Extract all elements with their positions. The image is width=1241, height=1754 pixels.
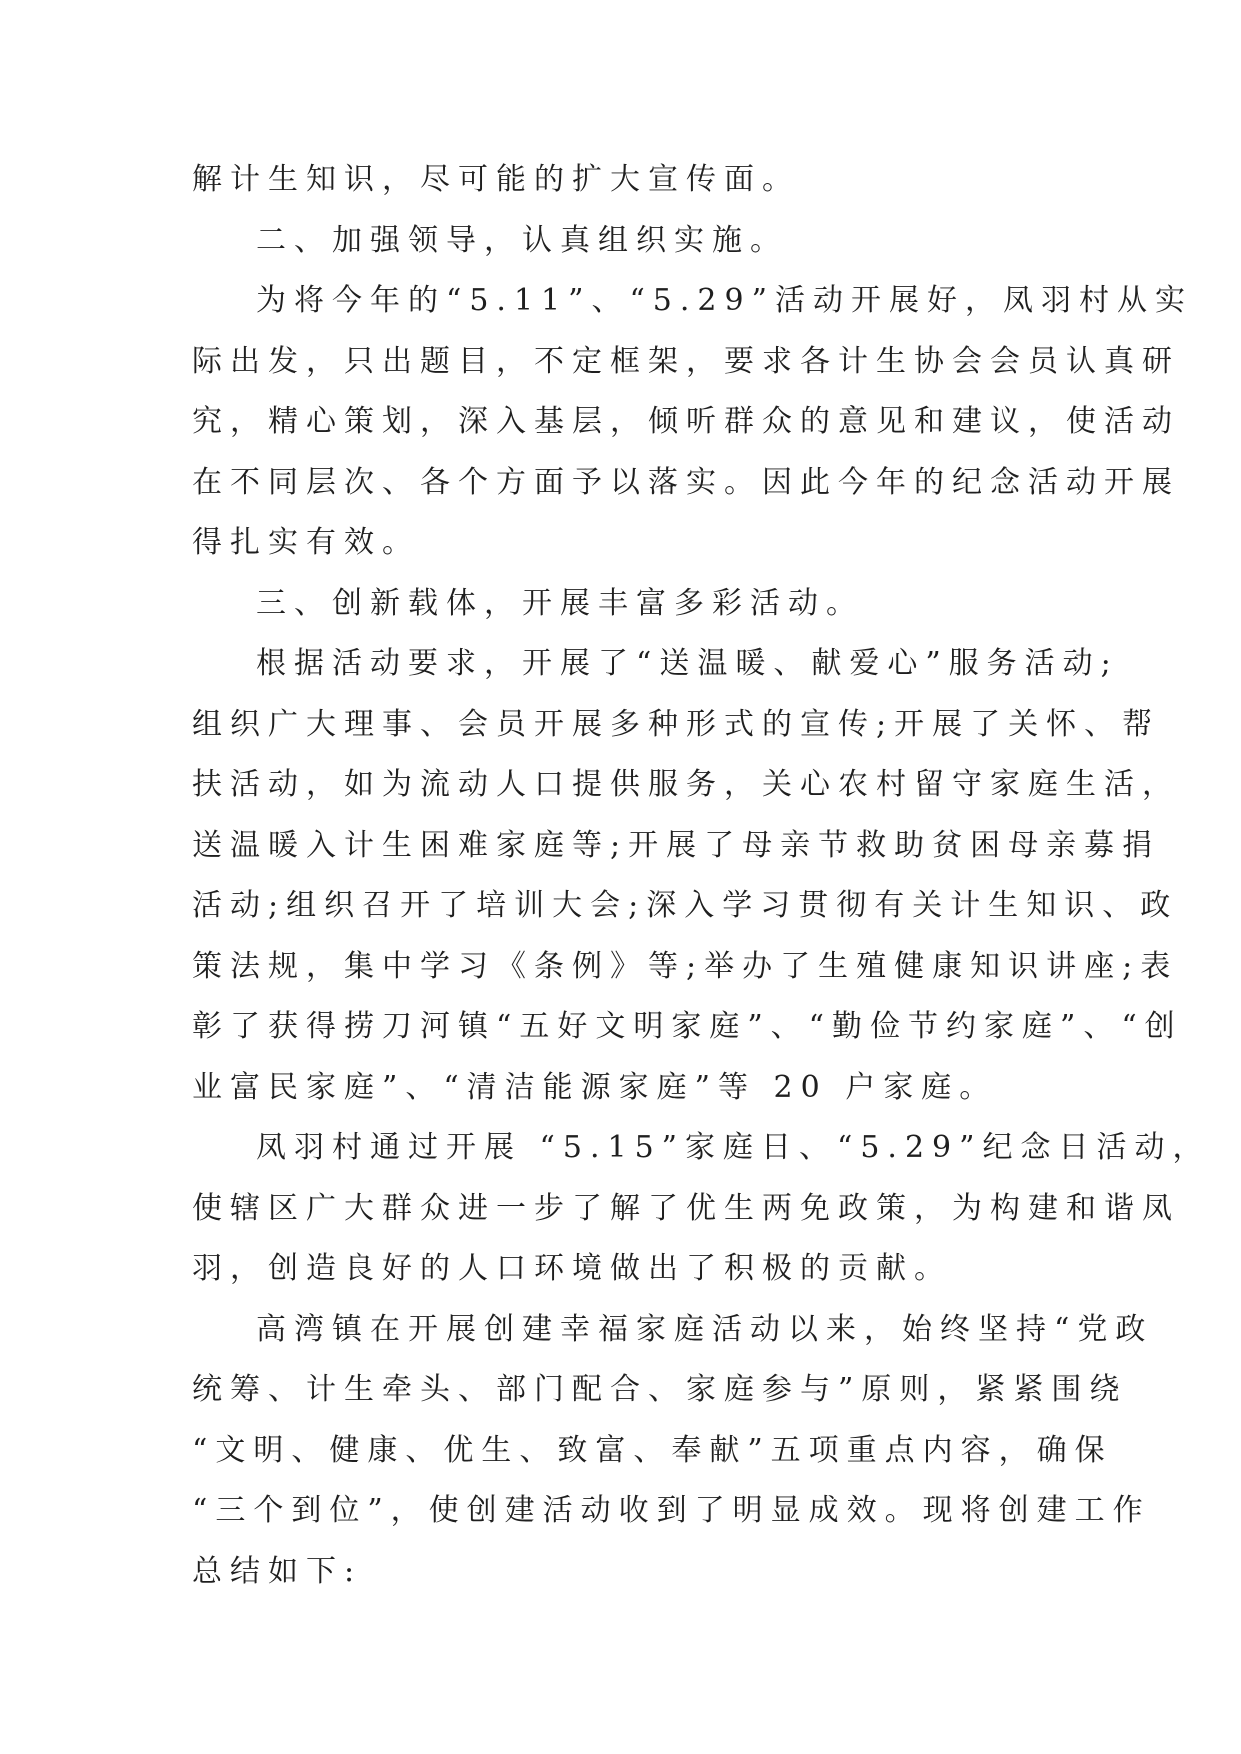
text-line: 根据活动要求，开展了“送温暖、献爱心”服务活动;	[256, 646, 1119, 681]
text-line: 际出发，只出题目，不定框架，要求各计生协会会员认真研	[192, 343, 1180, 379]
text-line: 得扎实有效。	[192, 525, 420, 560]
text-line: 总结如下:	[192, 1553, 363, 1589]
text-line: 策法规，集中学习《条例》等;举办了生殖健康知识讲座;表	[192, 948, 1179, 984]
text-line: 统筹、计生牵头、部门配合、家庭参与”原则，紧紧围绕	[192, 1372, 1128, 1407]
text-line: 在不同层次、各个方面予以落实。因此今年的纪念活动开展	[192, 464, 1180, 500]
text-line: 三、创新载体，开展丰富多彩活动。	[256, 585, 864, 621]
text-line: “文明、健康、优生、致富、奉献”五项重点内容，确保	[192, 1432, 1113, 1468]
text-line: 解计生知识，尽可能的扩大宣传面。	[192, 162, 800, 197]
body-text	[192, 150, 1211, 1602]
text-line: 彰了获得捞刀河镇“五好文明家庭”、“勤俭节约家庭”、“创	[192, 1009, 1183, 1044]
text-line: 送温暖入计生困难家庭等;开展了母亲节救助贫困母亲募捐	[192, 827, 1161, 863]
text-line: 业富民家庭”、“清洁能源家庭”等 20 户家庭。	[192, 1069, 998, 1105]
text-line: “三个到位”，使创建活动收到了明显成效。现将创建工作	[192, 1493, 1151, 1528]
text-line: 扶活动，如为流动人口提供服务，关心农村留守家庭生活，	[192, 767, 1180, 802]
text-line: 羽，创造良好的人口环境做出了积极的贡献。	[192, 1251, 952, 1286]
text-line: 组织广大理事、会员开展多种形式的宣传;开展了关怀、帮	[192, 706, 1161, 742]
text-line: 活动;组织召开了培训大会;深入学习贯彻有关计生知识、政	[192, 888, 1179, 923]
text-line: 凤羽村通过开展 “5.15”家庭日、“5.29”纪念日活动，	[256, 1130, 1211, 1165]
text-line: 究，精心策划，深入基层，倾听群众的意见和建议，使活动	[192, 404, 1180, 439]
text-line: 为将今年的“5.11”、“5.29”活动开展好，凤羽村从实	[256, 283, 1193, 318]
text-line: 高湾镇在开展创建幸福家庭活动以来，始终坚持“党政	[256, 1311, 1154, 1347]
text-line: 使辖区广大群众进一步了解了优生两免政策，为构建和谐凤	[192, 1190, 1180, 1226]
text-line: 二、加强领导，认真组织实施。	[256, 222, 788, 258]
